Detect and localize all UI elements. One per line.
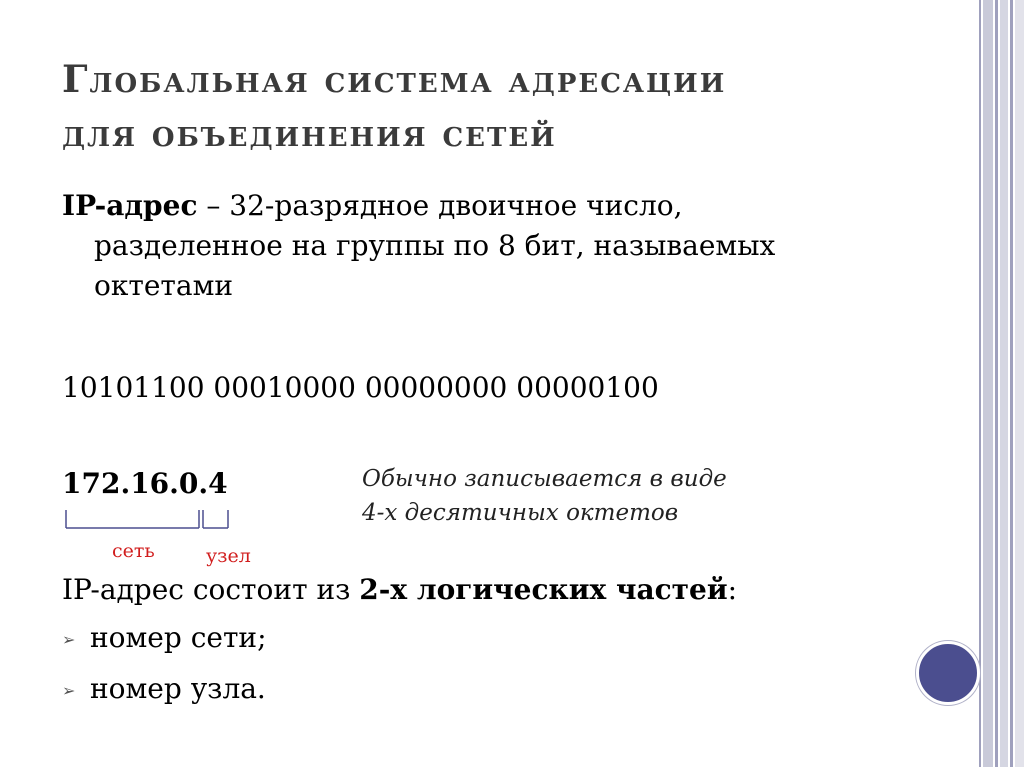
decor-circle bbox=[916, 641, 980, 705]
slide-title bbox=[62, 52, 942, 160]
note-line-2: 4-х десятичных октетов bbox=[362, 500, 679, 526]
parts-bold: 2-х логических частей bbox=[359, 573, 728, 606]
decor-stripe bbox=[983, 0, 993, 767]
parts-prefix: IP-адрес состоит из bbox=[62, 573, 360, 606]
parts-sentence bbox=[62, 570, 737, 610]
definition-paragraph bbox=[62, 186, 922, 306]
bullet-item bbox=[62, 669, 266, 711]
network-node-bracket bbox=[62, 500, 242, 532]
parts-suffix: : bbox=[727, 573, 738, 606]
definition-text: – 32-разрядное двоичное число, bbox=[197, 189, 683, 222]
title-line-1: Глобальная система адресации bbox=[62, 57, 727, 101]
bullet-text: номер узла. bbox=[90, 672, 266, 705]
decor-stripe bbox=[1000, 0, 1008, 767]
chevron-right-icon: ➢ bbox=[62, 680, 76, 700]
decor-stripe bbox=[1015, 0, 1024, 767]
decor-stripe bbox=[1010, 0, 1013, 767]
definition-line-3: октетами bbox=[94, 269, 234, 302]
node-label: узел bbox=[206, 545, 251, 567]
definition-line-2: разделенное на группы по 8 бит, называемых bbox=[94, 229, 776, 262]
chevron-right-icon: ➢ bbox=[62, 629, 76, 649]
note-line-1: Обычно записывается в виде bbox=[362, 466, 727, 492]
definition-term: IP-адрес bbox=[62, 189, 198, 222]
bullet-text: номер сети; bbox=[90, 621, 267, 654]
network-label: сеть bbox=[112, 540, 155, 562]
title-line-2: для объединения сетей bbox=[62, 111, 557, 155]
binary-address: 10101100 00010000 00000000 00000100 bbox=[62, 371, 659, 404]
dotted-address: 172.16.0.4 bbox=[62, 467, 228, 500]
decor-stripe bbox=[979, 0, 981, 767]
address-note bbox=[362, 462, 727, 530]
bullet-item bbox=[62, 618, 267, 660]
decor-stripe bbox=[995, 0, 998, 767]
